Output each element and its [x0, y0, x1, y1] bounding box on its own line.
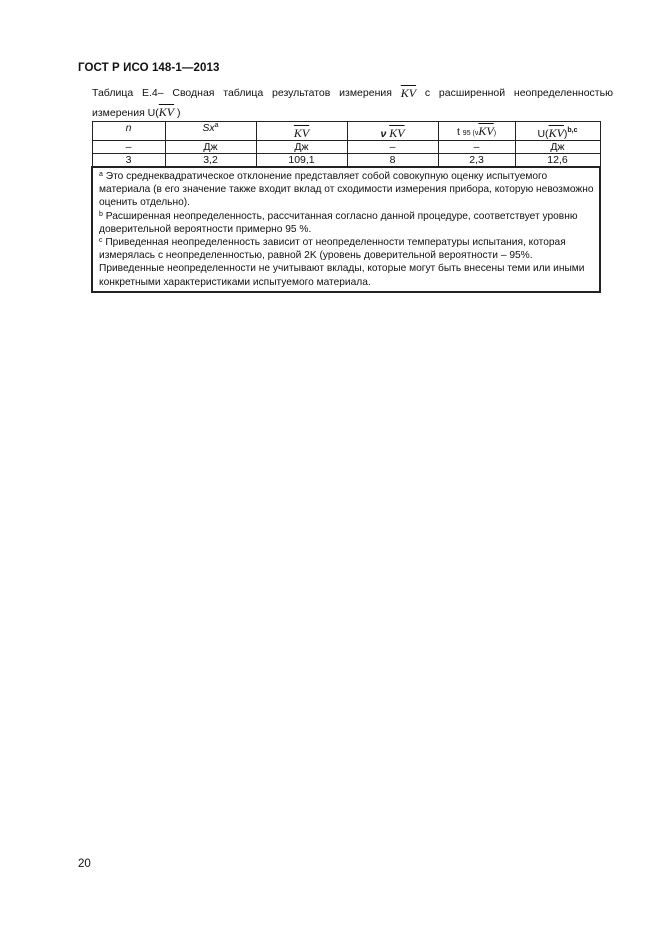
value-cell: 109,1	[256, 154, 347, 168]
caption-word: с	[424, 87, 431, 99]
value-cell: 2,3	[438, 154, 515, 168]
caption-line-2-suffix: )	[174, 107, 181, 119]
footnote-c	[99, 236, 595, 289]
table-header-row	[92, 122, 600, 141]
header-sx-label: Sx	[202, 122, 215, 134]
value-cell: 3,2	[165, 154, 256, 168]
footnote-text: Расширенная неопределенность, рассчитанная согласно данной процедуре, соответствует уровню доверительной вероятности примерно 95 %.	[99, 210, 578, 235]
footnote-mark: b	[99, 210, 103, 218]
caption-line-1	[92, 84, 613, 103]
caption-line-2	[92, 103, 613, 123]
unit-cell: Дж	[256, 141, 347, 154]
header-n	[92, 122, 165, 141]
header-kv-label: $\overline{KV}$	[293, 126, 310, 140]
header-t-kv: $\overline{KV}$	[478, 124, 494, 138]
value-cell: 3	[92, 154, 165, 168]
header-t-subscript: 95 (ν	[462, 130, 479, 137]
header-n-label: n	[125, 122, 132, 134]
header-nu-kv: $\overline{KV}$	[389, 126, 405, 140]
footnote-b	[99, 210, 595, 236]
footnote-mark: c	[99, 237, 103, 245]
footnote-text: Приведенная неопределенность зависит от неопределенности температуры испытания, которая измерялась с неопределенностью, равной 2K (уровень доверительной вероятности – 95%. Приведенные неопределенности не учитывают вклады, которые могут быть внесены теми или иными конкретными характеристиками испытуемого материала.	[99, 237, 585, 288]
header-u-kv: $\overline{KV}$	[548, 126, 564, 140]
values-row	[92, 154, 600, 168]
header-nu	[347, 122, 438, 141]
header-u-suffix: )	[563, 128, 568, 140]
document-header: ГОСТ Р ИСО 148-1—2013	[78, 62, 220, 74]
unit-cell: Дж	[165, 141, 256, 154]
caption-word: результатов	[272, 87, 331, 99]
footnote-a	[99, 170, 595, 210]
unit-cell: –	[347, 141, 438, 154]
caption-word: Е.4–	[141, 87, 164, 99]
page-number: 20	[78, 858, 91, 870]
caption-kv-symbol: $\overline{KV}$	[400, 86, 417, 100]
header-sx	[165, 122, 256, 141]
value-cell: 12,6	[515, 154, 600, 168]
footnote-text: Это среднеквадратическое отклонение представляет собой совокупную оценку испытуемого материала (в его значение также входит вклад от сходимости измерения прибора, которую невозможно оценить отдельно).	[99, 171, 594, 209]
header-sx-footnote-mark: a	[214, 122, 219, 129]
notes-row	[92, 167, 600, 292]
caption-word: Таблица	[92, 87, 134, 99]
table-caption	[92, 84, 613, 123]
caption-line-2-kv: $\overline{KV}$	[158, 105, 175, 119]
header-u-prefix: U(	[537, 128, 549, 140]
value-cell: 8	[347, 154, 438, 168]
caption-word: неопределенностью	[513, 87, 613, 99]
header-u-footnote-marks: b,c	[567, 127, 578, 134]
caption-word: таблица	[223, 87, 264, 99]
unit-cell: Дж	[515, 141, 600, 154]
unit-cell: –	[92, 141, 165, 154]
table-footnotes	[92, 167, 600, 292]
footnote-mark: a	[99, 171, 103, 178]
unit-cell: –	[438, 141, 515, 154]
caption-word: измерения	[339, 87, 392, 99]
header-t95	[438, 122, 515, 141]
caption-word: Сводная	[172, 87, 215, 99]
units-row	[92, 141, 600, 154]
header-u	[515, 122, 600, 141]
header-t-symbol: t	[456, 126, 460, 138]
caption-word: расширенной	[438, 87, 506, 99]
caption-line-2-prefix: измерения U(	[92, 107, 159, 119]
header-kv	[256, 122, 347, 141]
header-nu-symbol: ν	[380, 128, 387, 140]
results-table	[91, 121, 601, 293]
header-t-suffix: )	[493, 130, 497, 137]
